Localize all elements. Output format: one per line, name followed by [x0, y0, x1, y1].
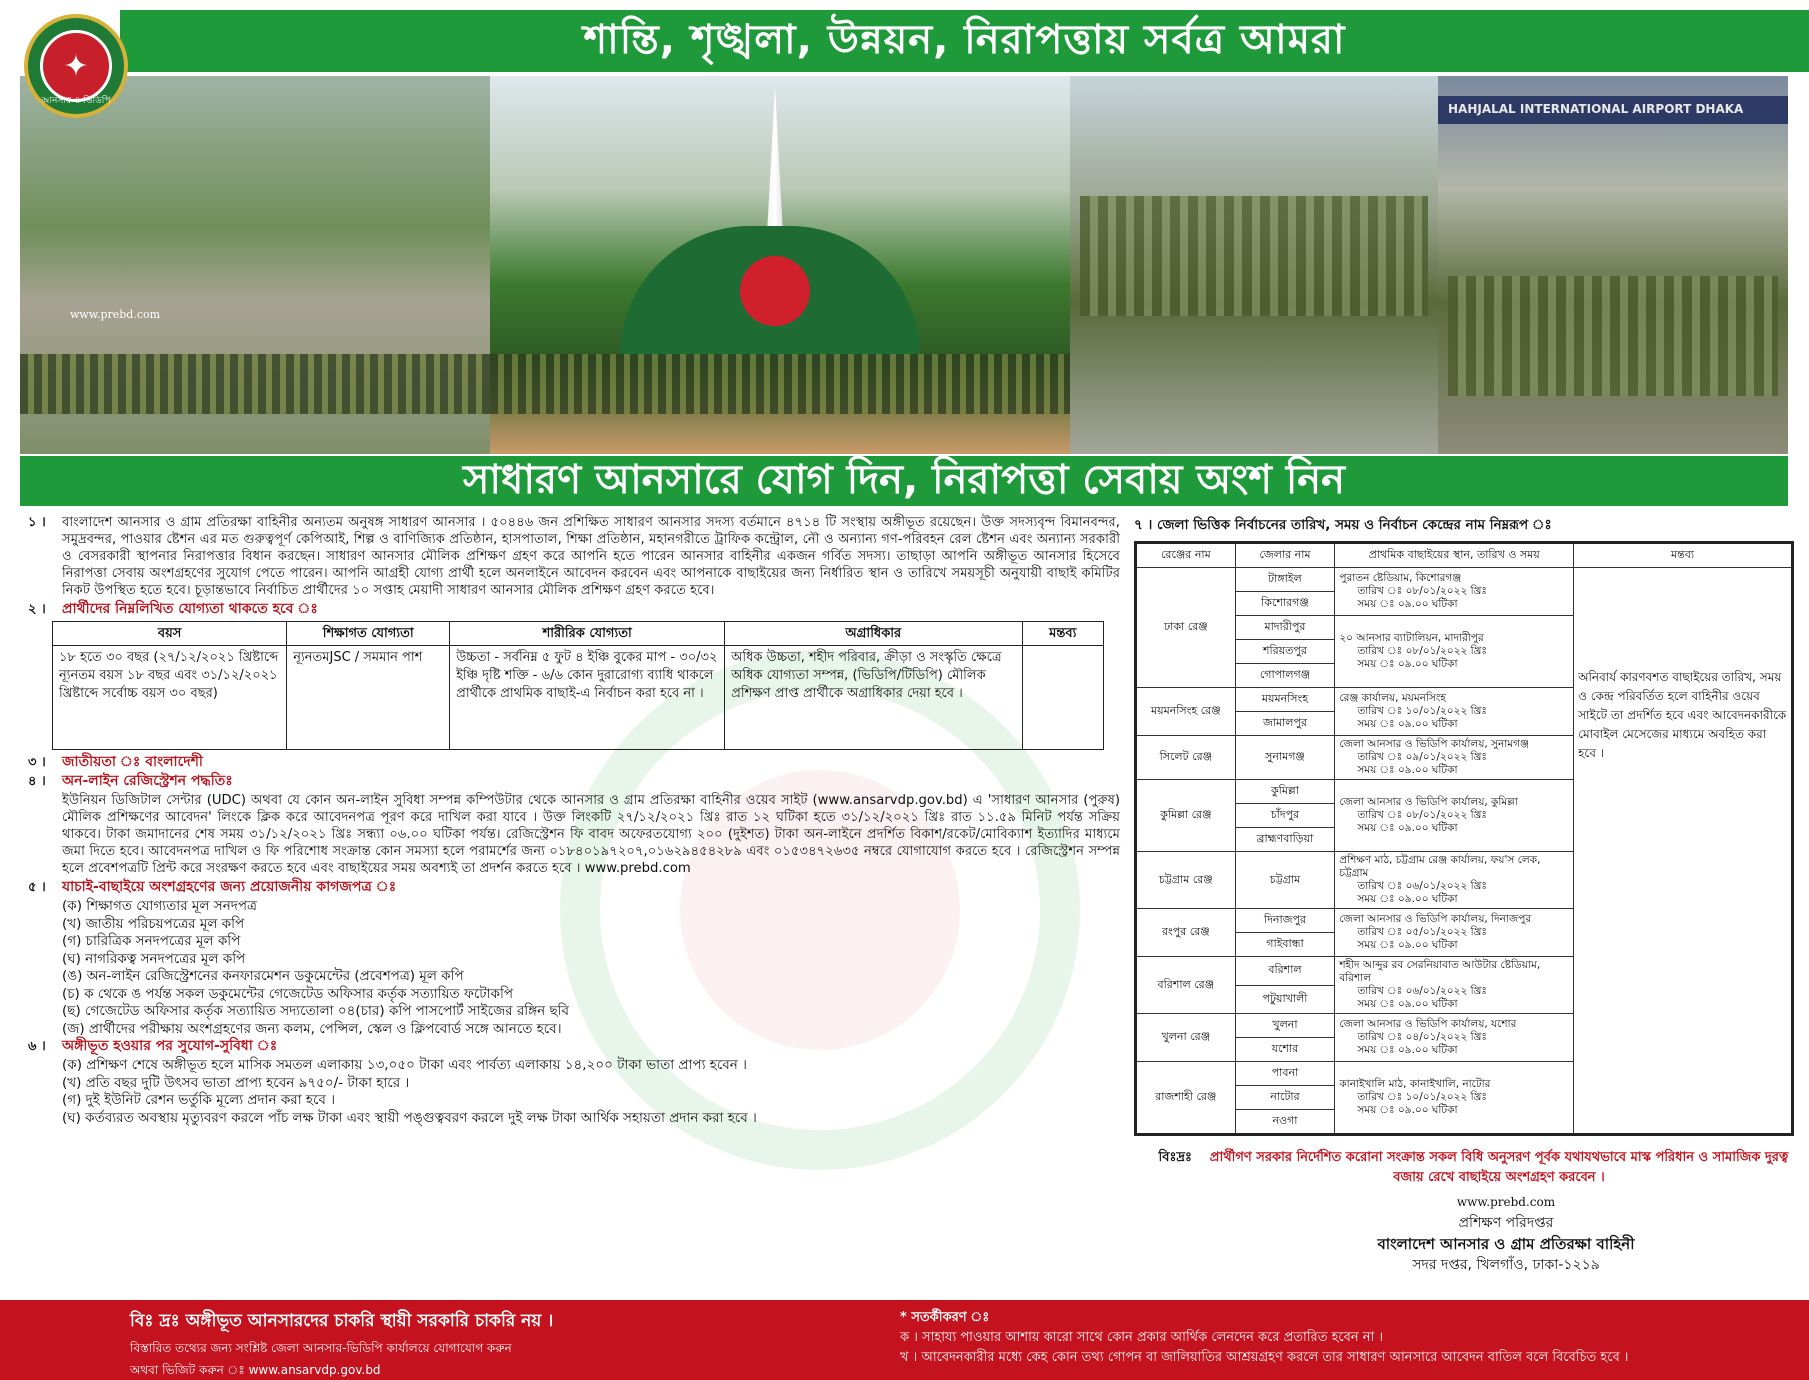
list-item: (চ) ক থেকে ঙ পর্যন্ত সকল ডকুমেন্টের গেজেটেড অফিসার কর্তৃক সত্যায়িত ফটোকপি — [62, 985, 513, 1002]
venue-date: তারিখ ঃ ০৪/০১/২০২২ খ্রিঃ — [1357, 1031, 1488, 1043]
warning-title: * সতর্কীকরণ ঃ — [900, 1310, 990, 1325]
venue-time: সময় ঃ ০৯.০০ ঘটিকা — [1357, 658, 1458, 670]
col-remarks: মন্তব্য — [1022, 622, 1103, 646]
list-item: (জ) প্রার্থীদের পরীক্ষায় অংশগ্রহণের জন্য কলম, পেন্সিল, স্কেল ও ক্লিপবোর্ড সঙ্গে আনতে হবে। — [62, 1020, 562, 1037]
cell-range: ঢাকা রেঞ্জ — [1136, 568, 1236, 688]
col-remarks: মন্তব্য — [1574, 543, 1793, 568]
venue-venue: প্রশিক্ষণ মাঠ, চট্টগ্রাম রেঞ্জ কার্যালয়, ফয়'স লেক, চট্টগ্রাম — [1339, 854, 1541, 879]
cell-range: বরিশাল রেঞ্জ — [1136, 957, 1236, 1014]
cell-venue — [1335, 1062, 1574, 1135]
photo-parade-lines — [20, 354, 490, 414]
section-4-title: অন-লাইন রেজিস্ট্রেশন পদ্ধতিঃ — [62, 773, 233, 789]
right-column — [1134, 514, 1794, 1300]
cell-venue — [1335, 736, 1574, 780]
cell-district: ব্রাহ্মণবাড়িয়া — [1235, 828, 1335, 852]
cell-remarks — [1022, 646, 1103, 750]
photo-rifle-drill — [1448, 276, 1778, 396]
col-district: জেলার নাম — [1235, 543, 1335, 568]
cell-age: ১৮ হতে ৩০ বছর (২৭/১২/২০২১ খ্রিষ্টাব্দে ন্যূনতম বয়স ১৮ বছর এবং ৩১/১২/২০২১ খ্রিষ্টাব্দে সর্বোচ্চ বয়স ৩০ বছর) — [53, 646, 287, 750]
list-item: (ক) শিক্ষাগত যোগ্যতার মূল সনদপত্র — [62, 898, 257, 914]
section-number: ৩ । — [28, 755, 46, 770]
cell-district: পটুয়াখালী — [1235, 985, 1335, 1014]
documents-list — [28, 898, 1120, 1038]
section-6-header — [28, 1038, 1120, 1055]
section-2-title: প্রার্থীদের নিম্নলিখিত যোগ্যতা থাকতে হবে ঃ — [62, 601, 318, 617]
cell-district: ময়মনসিংহ — [1235, 688, 1335, 712]
cell-range: সিলেট রেঞ্জ — [1136, 736, 1236, 780]
cell-venue — [1335, 852, 1574, 909]
venue-venue: ২০ আনসার ব্যাটালিয়ন, মাদারীপুর — [1339, 632, 1484, 644]
photo-airport-guard — [1438, 76, 1788, 454]
venue-date: তারিখ ঃ ১০/০১/২০২২ খ্রিঃ — [1357, 1091, 1488, 1103]
list-item: (গ) চারিত্রিক সনদপত্রের মূল কপি — [62, 933, 241, 949]
footer-notice: বিঃ দ্রঃ অঙ্গীভূত আনসারদের চাকরি স্থায়ী সরকারি চাকরি নয় । — [130, 1311, 554, 1331]
photo-band-troops — [490, 354, 1070, 414]
photo-watermark: www.prebd.com — [70, 308, 161, 321]
cell-range: রংপুর রেঞ্জ — [1136, 909, 1236, 957]
headline-bar — [20, 456, 1788, 506]
venue-date: তারিখ ঃ ০৬/০১/২০২২ খ্রিঃ — [1357, 880, 1488, 892]
photo-guard-line — [1080, 196, 1428, 316]
section-7-title: ৭ । জেলা ভিত্তিক নির্বাচনের তারিখ, সময় ও নির্বাচন কেন্দ্রের নাম নিম্নরূপ ঃ — [1134, 517, 1552, 533]
ansar-vdp-logo — [24, 14, 128, 118]
table-row — [1136, 568, 1793, 592]
cell-district: দিনাজপুর — [1235, 909, 1335, 933]
venue-date: তারিখ ঃ ০৮/০১/২০২২ খ্রিঃ — [1357, 585, 1488, 597]
venue-time: সময় ঃ ০৯.০০ ঘটিকা — [1357, 1044, 1458, 1056]
list-item: (ছ) গেজেটেড অফিসার কর্তৃক সত্যায়িত সদ্যতোলা ০৪(চার) কপি পাসপোর্ট সাইজের রঙ্গিন ছবি — [62, 1003, 570, 1019]
cell-venue — [1335, 1014, 1574, 1062]
cell-district: মাদারীপুর — [1235, 616, 1335, 640]
cell-range: খুলনা রেঞ্জ — [1136, 1014, 1236, 1062]
signature-url: www.prebd.com — [1456, 1195, 1556, 1209]
cell-education: ন্যূনতমJSC / সমমান পাশ — [287, 646, 450, 750]
venue-time: সময় ঃ ০৯.০০ ঘটিকা — [1357, 764, 1458, 776]
table-header-row — [1136, 543, 1793, 568]
venue-date: তারিখ ঃ ০৬/০১/২০২২ খ্রিঃ — [1357, 985, 1488, 997]
qualification-table — [52, 621, 1104, 750]
cell-venue — [1335, 957, 1574, 1014]
flag-sun — [740, 256, 810, 326]
signature-org: বাংলাদেশ আনসার ও গ্রাম প্রতিরক্ষা বাহিনী — [1377, 1235, 1635, 1253]
cell-range: রাজশাহী রেঞ্জ — [1136, 1062, 1236, 1135]
airport-sign: HAHJALAL INTERNATIONAL AIRPORT DHAKA — [1438, 96, 1788, 124]
cell-district: টাঙ্গাইল — [1235, 568, 1335, 592]
list-item: (খ) প্রতি বছর দুটি উৎসব ভাতা প্রাপ্য হবেন ৯৭৫০/- টাকা হারে । — [62, 1074, 410, 1091]
cell-physical: উচ্চতা - সর্বনিম্ন ৫ ফুট ৪ ইঞ্চি বুকের মাপ - ৩০/৩২ ইঞ্চি দৃষ্টি শক্তি - ৬/৬ কোন দুরারোগ্য ব্যাধি থাকলে প্রার্থীকে প্রাথমিক বাছাই-এ নির্বাচন করা হবে না । — [450, 646, 725, 750]
venue-date: তারিখ ঃ ১০/০১/২০২২ খ্রিঃ — [1357, 705, 1488, 717]
venue-time: সময় ঃ ০৯.০০ ঘটিকা — [1357, 1104, 1458, 1116]
photo-rifle-guard — [1070, 76, 1438, 454]
venue-venue: শহীদ আব্দুর রব সেরনিয়াবাত আউটার ষ্টেডিয়াম, বরিশাল — [1339, 959, 1541, 984]
venue-date: তারিখ ঃ ০৮/০১/২০২২ খ্রিঃ — [1357, 809, 1488, 821]
list-item: (খ) জাতীয় পরিচয়পত্রের মূল কপি — [62, 915, 245, 932]
cell-remarks-note: অনিবার্য কারণবশত বাছাইয়ের তারিখ, সময় ও কেন্দ্র পরিবর্তিত হলে বাহিনীর ওয়েব সাইটে তা প্রদর্শিত হবে এবং আবেদনকারীকে মোবাইল মেসেজের মাধ্যমে অবহিত করা হবে । — [1574, 568, 1793, 1135]
warning-item: খ । আবেদনকারীর মধ্যে কেহ কোন তথ্য গোপন বা জালিয়াতির আশ্রয়গ্রহণ করলে তার সাধারণ আনসারে আবেদন বাতিল বলে বিবেচিত হবে । — [900, 1350, 1629, 1365]
cell-district: চাঁদপুর — [1235, 804, 1335, 828]
warning-item: ক । সাহায্য পাওয়ার আশায় কারো সাথে কোন প্রকার আর্থিক লেনদেন করে প্রতারিত হবেন না । — [900, 1330, 1384, 1345]
section-1 — [28, 514, 1120, 599]
section-3-title: জাতীয়তা ঃ বাংলাদেশী — [62, 754, 203, 770]
section-number: ৬ । — [28, 1039, 46, 1054]
list-item: (ঙ) অন-লাইন রেজিস্ট্রেশনের কনফারমেশন ডকুমেন্টের (প্রবেশপত্র) মূল কপি — [62, 968, 464, 984]
col-range: রেঞ্জের নাম — [1136, 543, 1236, 568]
slogan: শান্তি, শৃঙ্খলা, উন্নয়ন, নিরাপত্তায় সর্বত্র আমরা — [583, 16, 1346, 63]
benefits-list — [28, 1057, 1120, 1127]
col-priority: অগ্রাধিকার — [725, 622, 1022, 646]
signature-address: সদর দপ্তর, খিলগাঁও, ঢাকা-১২১৯ — [1412, 1257, 1600, 1273]
col-venue: প্রাথমিক বাছাইয়ের স্থান, তারিখ ও সময় — [1335, 543, 1574, 568]
list-item: (ঘ) কর্তব্যরত অবস্থায় মৃত্যুবরণ করলে পাঁচ লক্ষ টাকা এবং স্থায়ী পঙ্গুত্ববরণ করলে দুই লক্ষ টাকা আর্থিক সহায়তা প্রদান করা হবে । — [62, 1109, 757, 1126]
cell-district: পাবনা — [1235, 1062, 1335, 1086]
list-item: (গ) দুই ইউনিট রেশন ভর্তুকি মূল্যে প্রদান করা হবে । — [62, 1092, 336, 1108]
signature-block — [1348, 1192, 1664, 1276]
cell-venue — [1335, 909, 1574, 957]
footer-bar — [0, 1300, 1809, 1380]
cell-district: কিশোরগঞ্জ — [1235, 592, 1335, 616]
col-physical: শারীরিক যোগ্যতা — [450, 622, 725, 646]
footer-left — [130, 1308, 890, 1380]
venue-date: তারিখ ঃ ০৮/০১/২০২২ খ্রিঃ — [1357, 645, 1488, 657]
nb-text: প্রার্থীগণ সরকার নির্দেশিত করোনা সংক্রান্ত সকল বিধি অনুসরণ পূর্বক যথাযথভাবে মাস্ক পরিধান ও সামাজিক দুরত্ব বজায় রেখে বাছাইয়ে অংশগ্রহণ করবেন । — [1209, 1150, 1789, 1185]
cell-district: জামালপুর — [1235, 712, 1335, 736]
section-5-title: যাচাই-বাছাইয়ে অংশগ্রহণের জন্য প্রয়োজনীয় কাগজপত্র ঃ — [62, 879, 397, 895]
footer-visit: অথবা ভিজিট করুন ঃ www.ansarvdp.gov.bd — [130, 1363, 381, 1377]
section-4-text: ইউনিয়ন ডিজিটাল সেন্টার (UDC) অথবা যে কোন অন-লাইন সুবিধা সম্পন্ন কম্পিউটার থেকে আনসার ও গ্রাম প্রতিরক্ষা বাহিনীর ওয়েব সাইট (www.ansarvdp.gov.bd) এ 'সাধারণ আনসার (পুরুষ) মৌলিক প্রশিক্ষণের আবেদন' লিংকে ক্লিক করে আবেদনপত্র পূরণ করে দাখিল করা যাবে । উক্ত লিংকটি ২৭/১২/২০২১ খ্রিঃ রাত ১২ ঘটিকা হতে ৩১/১২/২০২১ খ্রিঃ রাত ১১.৫৯ মিনিট পর্যন্ত সক্রিয় থাকবে। টাকা জমাদানের শেষ সময় ৩১/১২/২০২১ খ্রিঃ সন্ধ্যা ০৬.০০ ঘটিকা পর্যন্ত। রেজিস্ট্রেশন ফি বাবদ অফেরতযোগ্য ২০০ (দুইশত) টাকা অন-লাইনে প্রদর্শিত বিকাশ/রকেট/মোবিক্যাশ ইত্যাদির মাধ্যমে জমা দিতে হবে। আবেদনপত্র দাখিল ও ফি পরিশোধ সংক্রান্ত কোন সমস্যা হলে পরামর্শের জন্য ০১৮৪০১৯৭২০৭,০১৬২৯৪৫৪২৮৯ এবং ০১৫৩৪৭২৬৩৫ নম্বরে যোগাযোগ করতে হবে । রেজিস্ট্রেশন সম্পন্ন হলে প্রবেশপত্রটি প্রিন্ট করে সংরক্ষণ করতে হবে এবং বাছাইয়ের সময় অবশ্যই তা প্রদর্শন করতে হবে । www.prebd.com — [62, 793, 1120, 876]
cell-venue — [1335, 688, 1574, 736]
cell-district: কুমিল্লা — [1235, 780, 1335, 804]
cell-district: শরিয়তপুর — [1235, 640, 1335, 664]
venue-venue: জেলা আনসার ও ভিডিপি কার্যালয়, কুমিল্লা — [1339, 796, 1518, 808]
section-number: ১ । — [28, 515, 46, 530]
cell-venue — [1335, 616, 1574, 688]
section-1-text: বাংলাদেশ আনসার ও গ্রাম প্রতিরক্ষা বাহিনীর অন্যতম অনুষঙ্গ সাধারণ আনসার । ৫০৪৪৬ জন প্রশিক্ষিত সাধারণ আনসার সদস্য বর্তমানে ৪৭১৪ টি সংস্থায় অঙ্গীভূত রয়েছেন। উক্ত সদস্যবৃন্দ বিমানবন্দর, সমুদ্রবন্দর, পাওয়ার ষ্টেশন এর মত গুরুত্বপূর্ণ কেপিআই, শিল্প ও বাণিজ্যিক প্রতিষ্ঠান, হাসপাতাল, শিক্ষা প্রতিষ্ঠান, মহানগরীতে ট্রাফিক কন্ট্রোল, নৌ ও অন্যান্য গণ-পরিবহন রেল ষ্টেশন এবং অন্যান্য সরকারী ও বেসরকারী স্থাপনার নিরাপত্তার বিধান করছেন। সাধারণ আনসার মৌলিক প্রশিক্ষণ গ্রহণ করে আপনি হতে পারেন আনসার বাহিনীর একজন গর্বিত সদস্য। তাছাড়া আপনি অঙ্গীভূত আনসার হিসেবে নিরাপত্তা সেবায় অংশগ্রহণের সুযোগ পেতে পারেন। আপনি আগ্রহী যোগ্য প্রার্থী হলে অনলাইনে আবেদন করবেন এবং আপনাকে বাছাইয়ের জন্য নির্ধারিত স্থান ও তারিখে সময়সূচী অনুযায়ী বাছাই কমিটির নিকট উপস্থিত হতে হবে। চূড়ান্তভাবে নির্বাচিত প্রার্থীদের ১০ সপ্তাহ মেয়াদী সাধারণ আনসার মৌলিক প্রশিক্ষণ গ্রহণ করতে হবে। — [62, 515, 1120, 598]
venue-venue: জেলা আনসার ও ভিডিপি কার্যালয়, দিনাজপুর — [1339, 913, 1532, 925]
left-column — [28, 514, 1120, 1300]
section-2-header — [28, 601, 1120, 618]
cell-district: গোপালগঞ্জ — [1235, 664, 1335, 688]
venue-time: সময় ঃ ০৯.০০ ঘটিকা — [1357, 718, 1458, 730]
cell-district: নাটোর — [1235, 1086, 1335, 1110]
nb-notice — [1134, 1148, 1794, 1188]
cell-range: কুমিল্লা রেঞ্জ — [1136, 780, 1236, 852]
cell-district: সুনামগঞ্জ — [1235, 736, 1335, 780]
section-5-header — [28, 879, 1120, 896]
col-education: শিক্ষাগত যোগ্যতা — [287, 622, 450, 646]
venue-time: সময় ঃ ০৯.০০ ঘটিকা — [1357, 822, 1458, 834]
footer-info: বিস্তারিত তথ্যের জন্য সংশ্লিষ্ট জেলা আনসার-ভিডিপি কার্যালয়ে যোগাযোগ করুন — [130, 1341, 512, 1355]
table-header-row — [53, 622, 1104, 646]
venue-date: তারিখ ঃ ০৯/০১/২০২২ খ্রিঃ — [1357, 751, 1488, 763]
venue-venue: কানাইখালি মাঠ, কানাইখালি, নাটোর — [1339, 1078, 1491, 1090]
cell-district: নওগা — [1235, 1110, 1335, 1135]
section-6-title: অঙ্গীভূত হওয়ার পর সুযোগ-সুবিধা ঃ — [62, 1038, 278, 1054]
cell-venue — [1335, 780, 1574, 852]
section-number: ২ । — [28, 602, 46, 617]
footer-warning — [900, 1308, 1800, 1368]
section-4-header — [28, 773, 1120, 790]
section-number: ৫ । — [28, 880, 46, 895]
cell-range: চট্টগ্রাম রেঞ্জ — [1136, 852, 1236, 909]
venue-venue: জেলা আনসার ও ভিডিপি কার্যালয়, যশোর — [1339, 1018, 1517, 1030]
headline: সাধারণ আনসারে যোগ দিন, নিরাপত্তা সেবায় অংশ নিন — [462, 456, 1346, 503]
cell-range: ময়মনসিংহ রেঞ্জ — [1136, 688, 1236, 736]
cell-priority: অধিক উচ্চতা, শহীদ পরিবার, ক্রীড়া ও সংস্কৃতি ক্ষেত্রে অধিক যোগ্যতা সম্পন্ন, (ভিডিপি/টিডিপি) মৌলিক প্রশিক্ষণ প্রাপ্ত প্রার্থীকে অগ্রাধিকার দেয়া হবে । — [725, 646, 1022, 750]
venue-time: সময় ঃ ০৯.০০ ঘটিকা — [1357, 598, 1458, 610]
slogan-bar — [120, 10, 1809, 72]
cell-district: বরিশাল — [1235, 957, 1335, 986]
emblem-icon: ✦ — [40, 30, 112, 102]
selection-table-body — [1136, 568, 1793, 1135]
section-4 — [28, 792, 1120, 877]
table-row — [53, 646, 1104, 750]
section-number: ৪ । — [28, 774, 46, 789]
venue-venue: রেঞ্জ কার্যালয়, ময়মনসিংহ — [1339, 692, 1446, 704]
cell-district: চট্টগ্রাম — [1235, 852, 1335, 909]
signature-dept: প্রশিক্ষণ পরিদপ্তর — [1458, 1215, 1554, 1231]
cell-venue — [1335, 568, 1574, 616]
logo-text: আনসার ও ভিডিপি — [41, 96, 111, 106]
venue-time: সময় ঃ ০৯.০০ ঘটিকা — [1357, 998, 1458, 1010]
venue-time: সময় ঃ ০৯.০০ ঘটিকা — [1357, 939, 1458, 951]
top-banner — [0, 0, 1809, 106]
list-item: (ঘ) নাগরিকত্ব সনদপত্রের মূল কপি — [62, 950, 246, 967]
cell-district: গাইবান্ধা — [1235, 933, 1335, 957]
nb-label: বিঃদ্রঃ — [1158, 1150, 1192, 1165]
venue-date: তারিখ ঃ ০৫/০১/২০২২ খ্রিঃ — [1357, 926, 1488, 938]
photo-monument-parade — [490, 76, 1070, 454]
cell-district: যশোর — [1235, 1038, 1335, 1062]
photo-traffic-control — [20, 76, 490, 454]
venue-time: সময় ঃ ০৯.০০ ঘটিকা — [1357, 893, 1458, 905]
cell-district: খুলনা — [1235, 1014, 1335, 1038]
venue-venue: জেলা আনসার ও ভিডিপি কার্যালয়, সুনামগঞ্জ — [1339, 738, 1529, 750]
venue-venue: পুরাতন ষ্টেডিয়াম, কিশোরগঞ্জ — [1339, 572, 1462, 584]
col-age: বয়স — [53, 622, 287, 646]
selection-table — [1134, 541, 1794, 1136]
list-item: (ক) প্রশিক্ষণ শেষে অঙ্গীভূত হলে মাসিক সমতল এলাকায় ১৩,০৫০ টাকা এবং পার্বত্য এলাকায় ১৪,২০০ টাকা ভাতা প্রাপ্য হবেন । — [62, 1057, 747, 1073]
section-3 — [28, 754, 1120, 771]
photo-collage — [20, 76, 1788, 454]
